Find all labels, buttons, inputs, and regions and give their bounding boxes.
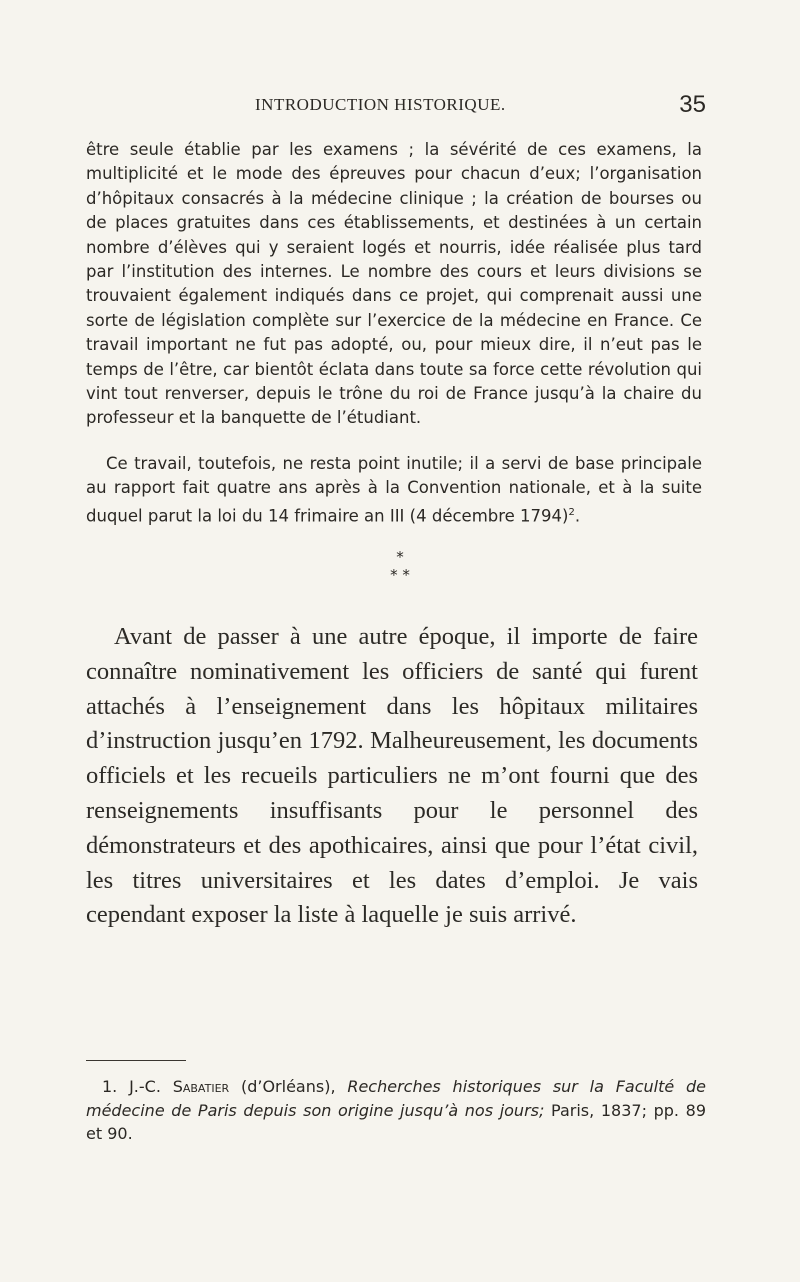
footnote-author-place: (d’Orléans), bbox=[240, 1077, 336, 1096]
footnote-publication: Paris, 1837; pp. 89 et 90. bbox=[86, 1100, 706, 1143]
separator-bottom-stars: * * bbox=[390, 566, 410, 584]
footnote-author-initials: J.-C. bbox=[129, 1077, 161, 1096]
paragraph-convention-text: Ce travail, toutefois, ne resta point inutile; il a servi de base principale au rapport fait quatre ans après à la Convention nationale, et à la suite duquel parut la loi du 14 frimaire an III (4 décembre 1794) bbox=[86, 454, 702, 526]
separator-top-star: * bbox=[396, 548, 404, 566]
footnote-rule bbox=[86, 1060, 186, 1061]
footnote-reference: 2 bbox=[568, 506, 575, 518]
paragraph-convention bbox=[86, 452, 702, 529]
running-header bbox=[255, 91, 706, 125]
footnote-author-name: Sabatier bbox=[172, 1077, 230, 1096]
footnote bbox=[86, 1075, 706, 1146]
page-number: 35 bbox=[679, 91, 706, 118]
paragraph-convention-end: . bbox=[574, 506, 581, 526]
section-separator bbox=[0, 548, 800, 584]
paragraph-continued: être seule établie par les examens ; la sévérité de ces examens, la multiplicité et le mode des épreuves pour chacun d’eux; l’organisation d’hôpitaux consacrés à la médecine clinique ; la création de bourses ou de places gratuites dans ces établissements, et destinées à un certain nombre d’élèves qui y seraient logés et nourris, idée réalisée plus tard par l’institution des internes. Le nombre des cours et leurs divisions se trouvaient également indiqués dans ce projet, qui comprenait aussi une sorte de législation complète sur l’exercice de la médecine en France. Ce travail important ne fut pas adopté, ou, pour mieux dire, il n’eut pas le temps de l’être, car bientôt éclata dans toute sa force cette révolution qui vint tout renverser, depuis le trône du roi de France jusqu’à la chaire du professeur et la banquette de l’étudiant. bbox=[86, 140, 702, 428]
paragraph-officers: Avant de passer à une autre époque, il importe de faire connaître nominativement les officiers de santé qui furent attachés à l’enseignement dans les hôpitaux militaires d’instruction jusqu’en 1792. Malheureusement, les documents officiels et les recueils particuliers ne m’ont fourni que des renseignements insuffisants pour le personnel des démonstrateurs et des apothicaires, ainsi que pour l’état civil, les titres universitaires et les dates d’emploi. Je vais cependant exposer la liste à laquelle je suis arrivé. bbox=[86, 623, 698, 929]
running-title: INTRODUCTION HISTORIQUE. bbox=[255, 95, 506, 114]
footnote-number: 1. bbox=[102, 1077, 118, 1096]
footnote-work-title: Recherches historiques sur la Faculté de médecine de Paris depuis son origine jusqu’à nos jours; bbox=[86, 1077, 706, 1120]
